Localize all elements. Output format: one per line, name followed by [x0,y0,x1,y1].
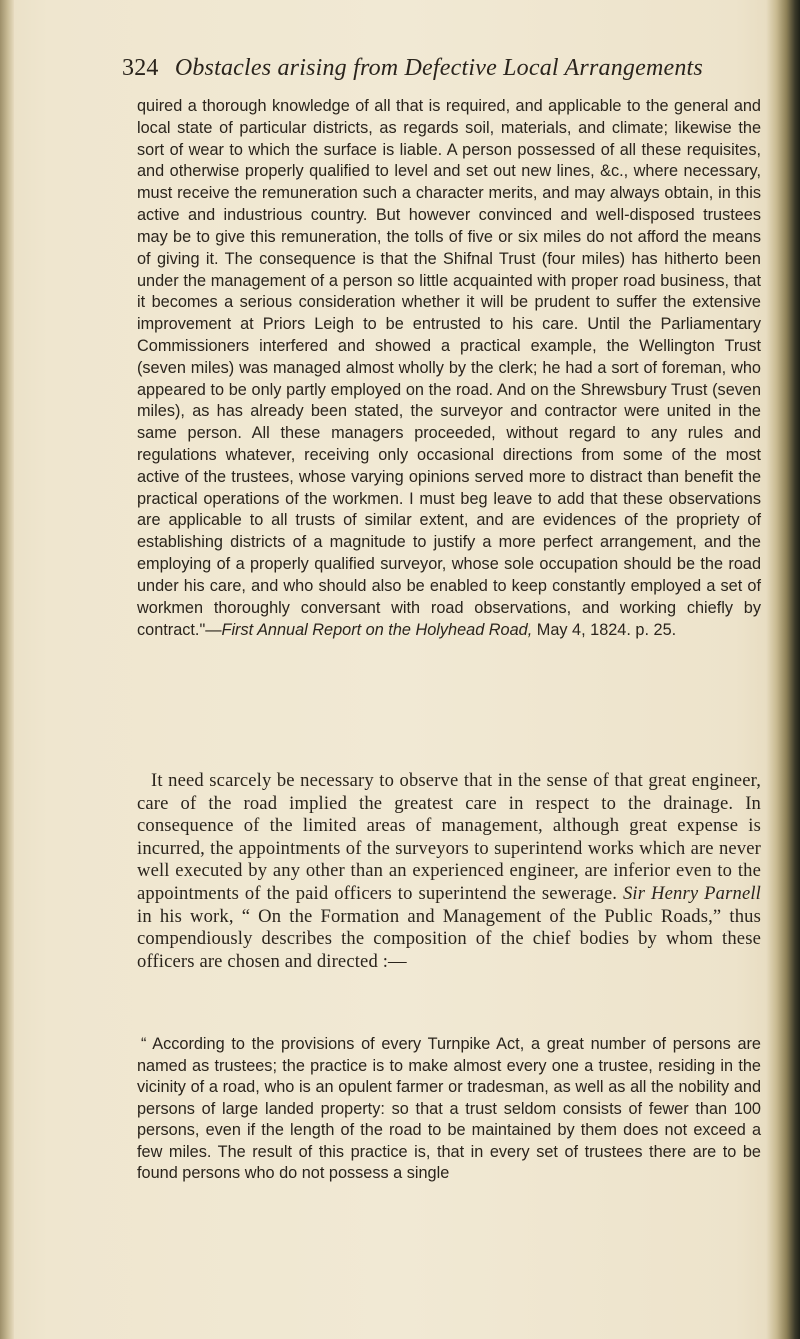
main-paragraph [137,770,761,973]
quoted-parnell-text [137,1034,761,1185]
quoted-report-text [137,96,761,641]
main-paragraph-part2: in his work, “ On the Formation and Management of the Public Roads,” thus compendiously describes the composition of the chief bodies by whom these officers are chosen and directed :— [137,905,761,972]
citation-details: May 4, 1824. p. 25. [532,620,677,639]
main-text [137,770,761,973]
page-number: 324 [122,55,159,81]
author-name: Sir Henry Parnell [622,882,761,904]
binding-gutter [0,0,14,1339]
main-paragraph-part1: It need scarcely be necessary to observe that in the sense of that great engineer, care of the road implied the greatest care in respect to the drainage. In consequence of the limited areas of management, although great expense is incurred, the appointments of the surveyors to superintend works which are never well executed by any other than an experienced engineer, are inferior even to the appointments of the paid officers to superintend the sewerage. [137,770,761,904]
page-edge-shadow [766,0,800,1339]
parnell-quote-paragraph: “ According to the provisions of every Turnpike Act, a great number of persons are named as trustees; the practice is to make almost every one a trustee, residing in the vicinity of a road, who is an opulent farmer or tradesman, as well as all the nobility and persons of large landed property: so that a trust seldom consists of fewer than 100 persons, even if the length of the road to be maintained by them does not exceed a few miles. The result of this practice is, that in every set of trustees there are to be found persons who do not possess a single [137,1035,761,1182]
running-title: Obstacles arising from Defective Local Arrangements [174,55,703,81]
quote-body: quired a thorough knowledge of all that is required, and applicable to the general and local state of particular districts, as regards soil, materials, and climate; likewise the sort of wear to which the surface is liable. A person possessed of all these requisites, and otherwise properly qualified to level and set out new lines, &c., where necessary, must receive the remuneration such a character merits, and may always obtain, in this active and industrious country. But however convinced and well-disposed trustees may be to give this remuneration, the tolls of five or six miles do not afford the means of giving it. The consequence is that the Shifnal Trust (four miles) has hitherto been under the management of a person so little acquainted with proper road business, that it becomes a serious consideration whether it will be prudent to suffer the extensive improvement at Priors Leigh to be entrusted to his care. Until the Parliamentary Commissioners interfered and showed a practical example, the Wellington Trust (seven miles) was managed almost wholly by the clerk; he had a sort of foreman, who appeared to be only partly employed on the road. And on the Shrewsbury Trust (seven miles), as has already been stated, the surveyor and contractor were united in the same person. All these managers proceeded, without regard to any rules and regulations whatever, receiving only occasional directions from some of the most active of the trustees, whose varying opinions served more to distract than benefit the practical operations of the workmen. I must beg leave to add that these observations are applicable to all trusts of similar extent, and are evidences of the propriety of establishing districts of a magnitude to justify a more perfect arrangement, and the employing of a properly qualified surveyor, whose sole occupation should be the road under his care, and who should also be enabled to keep constantly employed a set of workmen thoroughly conversant with road observations, and working chiefly by contract."— [137,97,761,639]
running-header [122,48,762,88]
quoted-report-paragraph [137,96,761,641]
citation-title: First Annual Report on the Holyhead Road, [221,620,533,639]
